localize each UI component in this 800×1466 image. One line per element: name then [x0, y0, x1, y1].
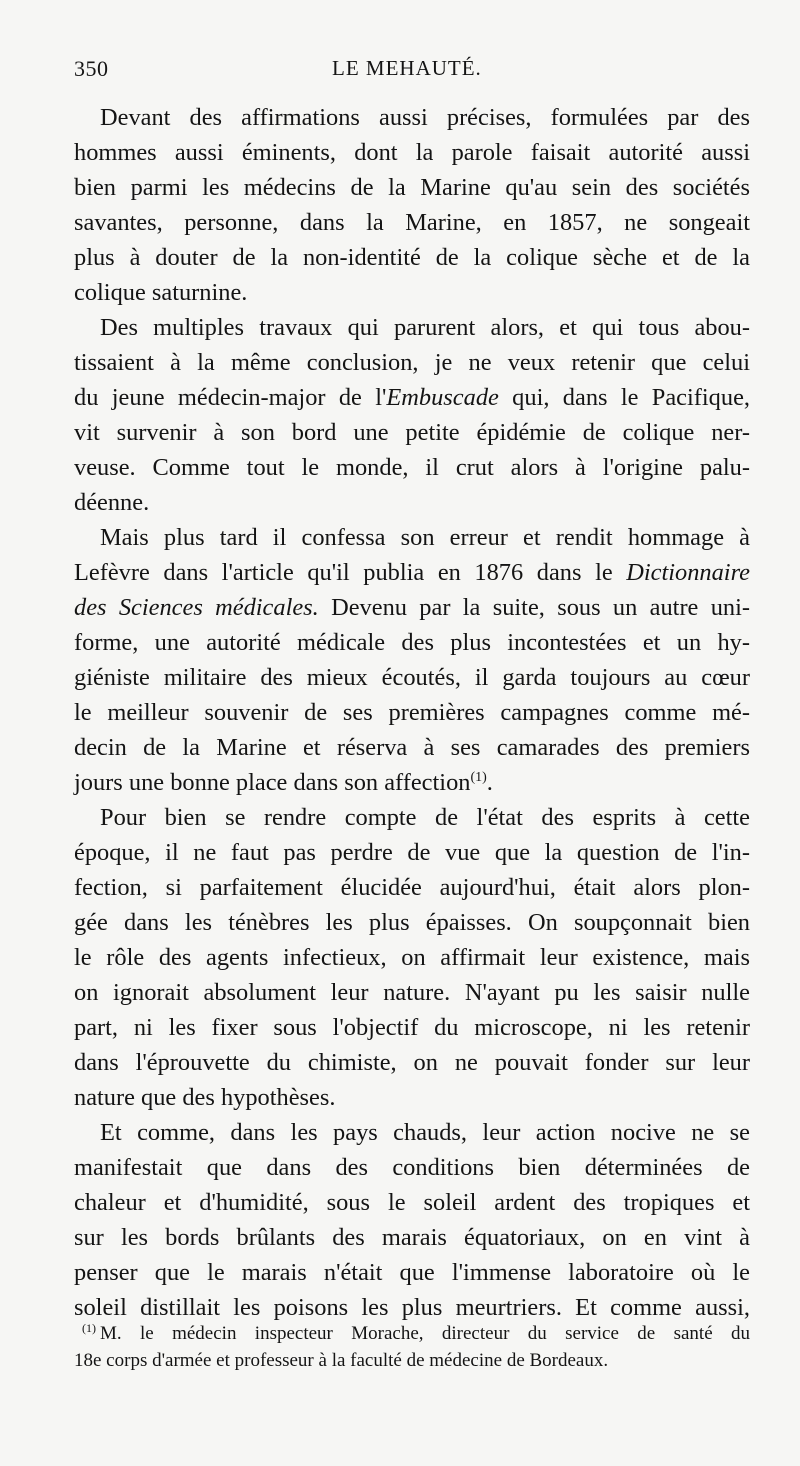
paragraph-4: [74, 800, 750, 1115]
text-line: le rôle des agents infectieux, on affirmait leur existence, mais: [74, 944, 750, 971]
text-line: dans l'éprouvette du chimiste, on ne pouvait fonder sur leur: [74, 1049, 750, 1076]
dictionary-title: Dictionnaire: [626, 559, 750, 586]
text-line: Des multiples travaux qui parurent alors, et qui tous abou-: [100, 314, 750, 341]
text-line: colique saturnine.: [74, 279, 248, 306]
text-line: fection, si parfaitement élucidée aujourd'hui, était alors plon-: [74, 874, 750, 901]
text-fragment: Lefèvre dans l'article qu'il publia en 1876 dans le: [74, 559, 627, 586]
text-line: le meilleur souvenir de ses premières campagnes comme mé-: [74, 699, 750, 726]
text-line: sur les bords brûlants des marais équatoriaux, on en vint à: [74, 1224, 750, 1251]
text-line: manifestait que dans des conditions bien déterminées de: [74, 1154, 750, 1181]
ship-name: Embuscade: [386, 384, 499, 411]
text-line-with-title: [74, 590, 750, 625]
text-line: on ignorait absolument leur nature. N'ayant pu les saisir nulle: [74, 979, 750, 1006]
text-line-with-title: [74, 555, 750, 590]
text-line: hommes aussi éminents, dont la parole faisait autorité aussi: [74, 139, 750, 166]
paragraph-5: [74, 1115, 750, 1325]
dictionary-title-cont: des Sciences médicales.: [74, 594, 319, 621]
text-fragment: qui, dans le Pacifique,: [498, 384, 750, 411]
text-line-with-footnote-ref: [74, 765, 750, 800]
body-text: [74, 100, 750, 1325]
text-line: savantes, personne, dans la Marine, en 1857, ne songeait: [74, 209, 750, 236]
paragraph-2: [74, 310, 750, 520]
footnote: [74, 1320, 750, 1374]
text-line: Pour bien se rendre compte de l'état des esprits à cette: [100, 804, 750, 831]
text-line: penser que le marais n'était que l'immense laboratoire où le: [74, 1259, 750, 1286]
text-line: tissaient à la même conclusion, je ne veux retenir que celui: [74, 349, 750, 376]
text-fragment: M. le médecin inspecteur Morache, directeur du service de santé du: [100, 1323, 750, 1344]
text-line: forme, une autorité médicale des plus incontestées et un hy-: [74, 629, 750, 656]
text-line: déenne.: [74, 489, 150, 516]
text-line: gée dans les ténèbres les plus épaisses. On soupçonnait bien: [74, 909, 750, 936]
text-fragment: du jeune médecin-major de l': [74, 384, 387, 411]
footnote-mark: (1): [82, 1320, 96, 1335]
footnote-reference: (1): [470, 769, 487, 785]
text-line: soleil distillait les poisons les plus meurtriers. Et comme aussi,: [74, 1294, 750, 1321]
text-line: chaleur et d'humidité, sous le soleil ardent des tropiques et: [74, 1189, 750, 1216]
text-line: bien parmi les médecins de la Marine qu'au sein des sociétés: [74, 174, 750, 201]
paragraph-1: [74, 100, 750, 310]
paragraph-3: [74, 520, 750, 800]
text-fragment: Devenu par la suite, sous un autre uni-: [318, 594, 751, 621]
text-line: Mais plus tard il confessa son erreur et rendit hommage à: [100, 524, 750, 551]
text-line: nature que des hypothèses.: [74, 1084, 336, 1111]
footnote-line: 18e corps d'armée et professeur à la faculté de médecine de Bordeaux.: [74, 1350, 609, 1371]
punctuation: .: [486, 769, 493, 796]
text-line: veuse. Comme tout le monde, il crut alors à l'origine palu-: [74, 454, 750, 481]
text-line: giéniste militaire des mieux écoutés, il garda toujours au cœur: [74, 664, 750, 691]
text-line: part, ni les fixer sous l'objectif du microscope, ni les retenir: [74, 1014, 750, 1041]
text-line: Et comme, dans les pays chauds, leur action nocive ne se: [100, 1119, 750, 1146]
footnote-line: [74, 1320, 750, 1347]
page-number: 350: [74, 56, 109, 81]
text-line: époque, il ne faut pas perdre de vue que la question de l'in-: [74, 839, 750, 866]
text-fragment: jours une bonne place dans son affection: [74, 769, 471, 796]
text-line: decin de la Marine et réserva à ses camarades des premiers: [74, 734, 750, 761]
text-line: plus à douter de la non-identité de la colique sèche et de la: [74, 244, 750, 271]
text-line: vit survenir à son bord une petite épidémie de colique ner-: [74, 419, 750, 446]
text-line: Devant des affirmations aussi précises, formulées par des: [100, 104, 750, 131]
text-line-with-ship: [74, 380, 750, 415]
page-header: [74, 56, 750, 96]
running-title: LE MEHAUTÉ.: [332, 56, 482, 80]
